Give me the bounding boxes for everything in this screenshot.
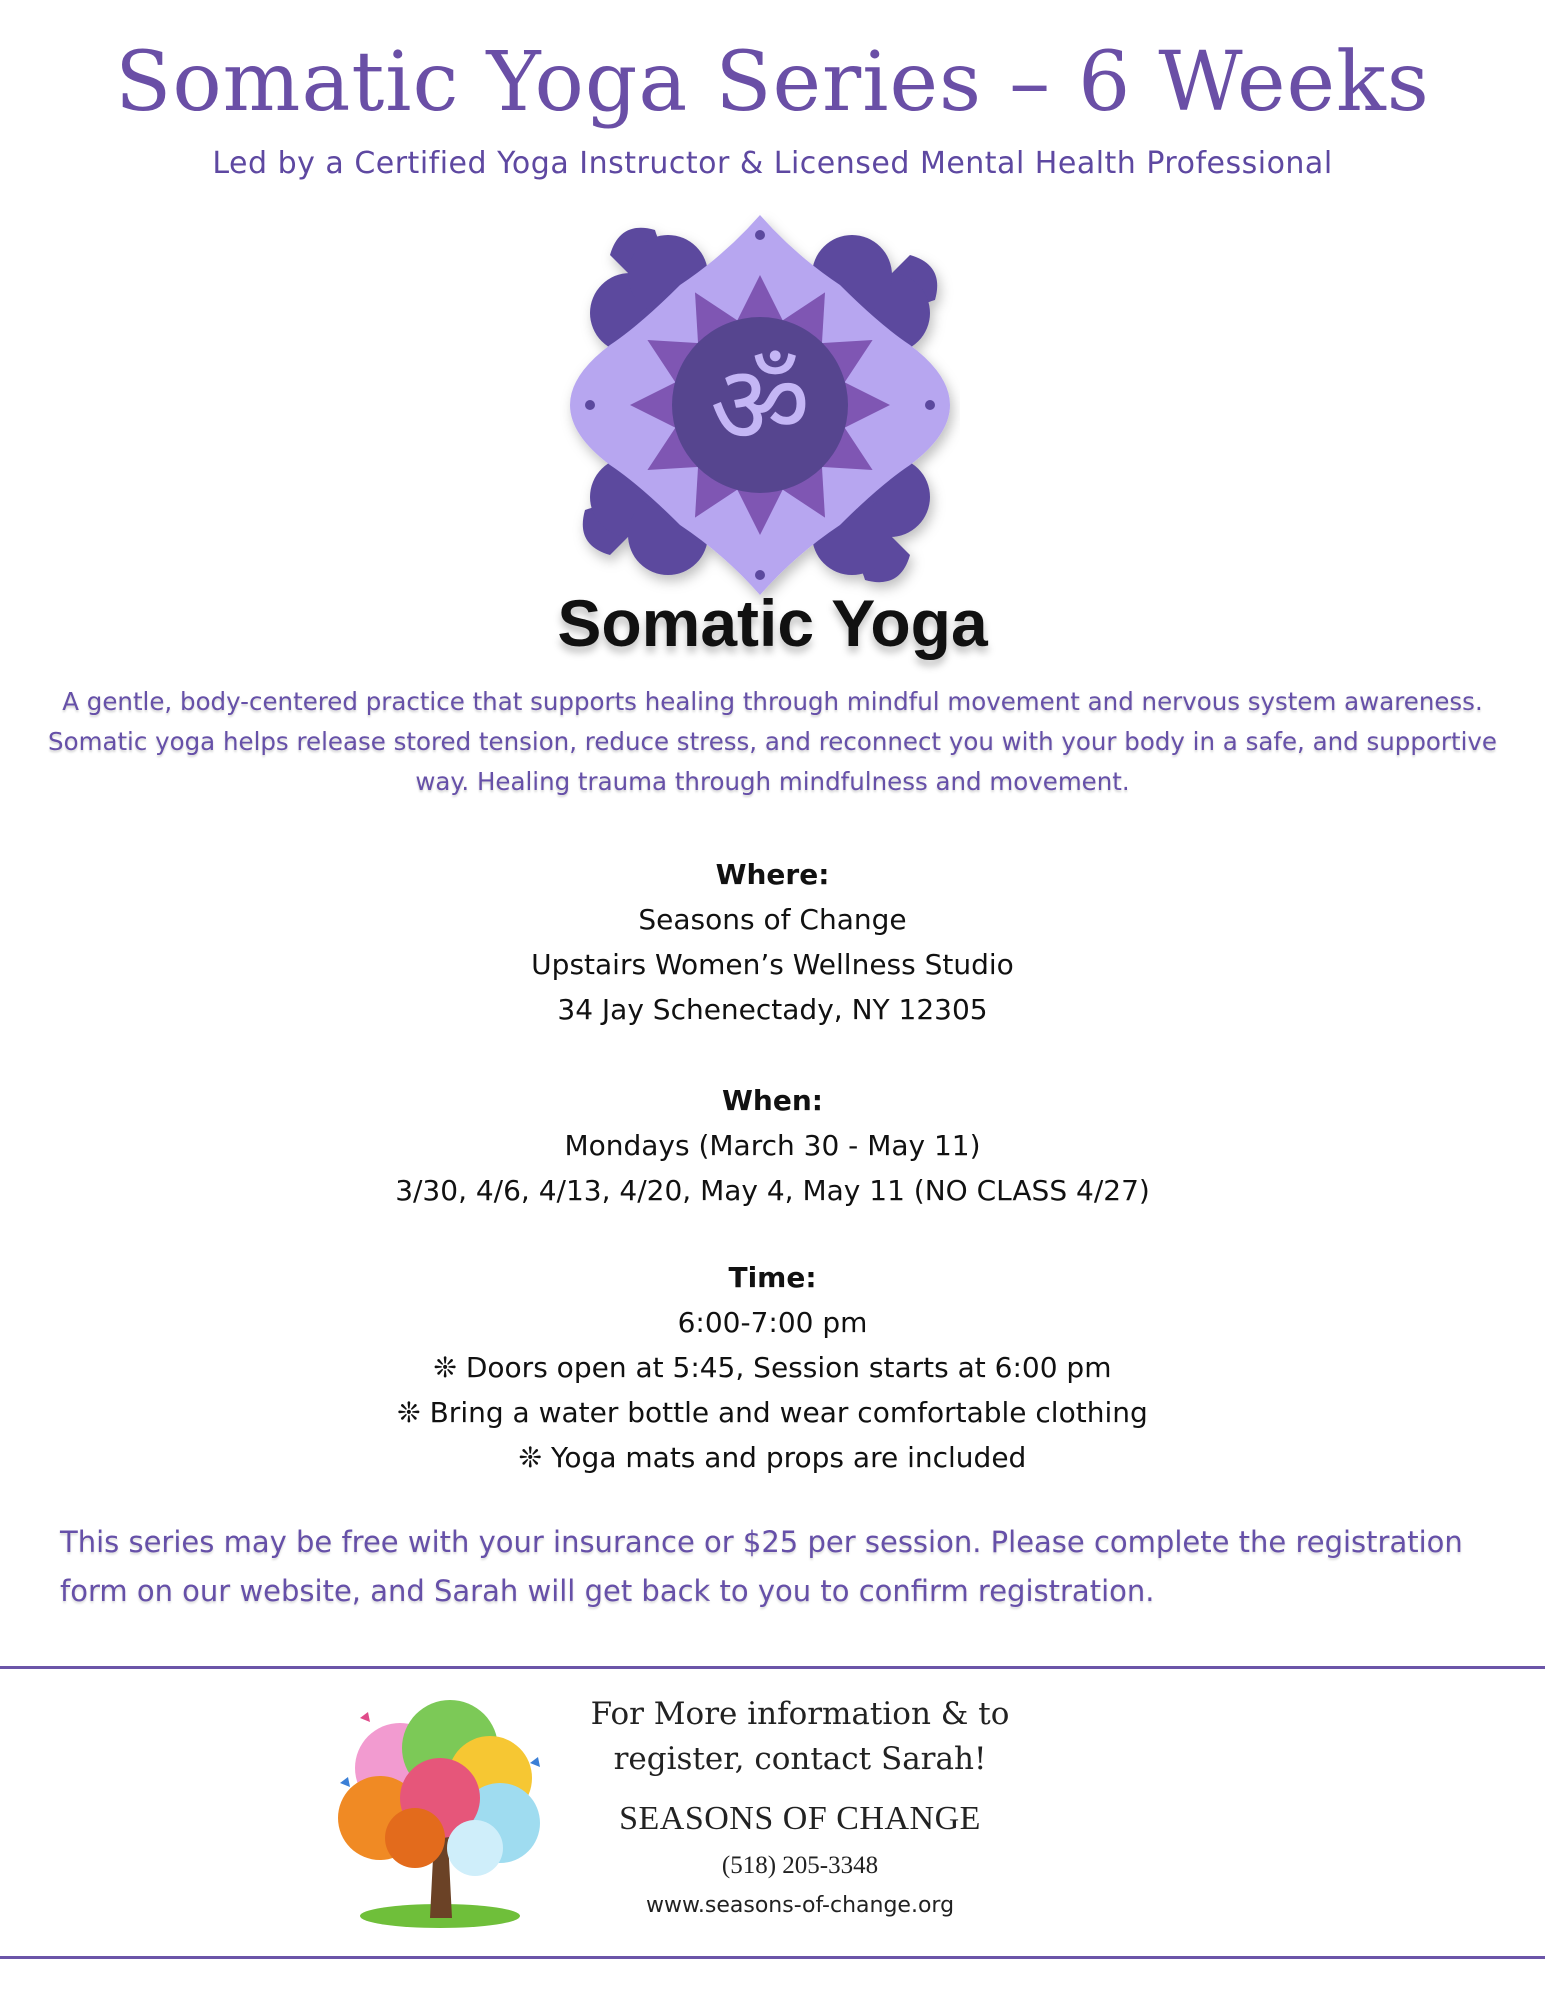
website-link[interactable]: www.seasons-of-change.org xyxy=(645,1893,955,1918)
where-section xyxy=(0,852,1545,1032)
time-heading: Time: xyxy=(728,1261,817,1294)
pricing-note xyxy=(60,1518,1500,1616)
where-line: Seasons of Change xyxy=(638,903,907,936)
when-line: Mondays (March 30 - May 11) xyxy=(564,1129,981,1162)
om-lotus-icon xyxy=(560,205,960,605)
where-line: 34 Jay Schenectady, NY 12305 xyxy=(557,993,988,1026)
contact-lead-line: For More information & to xyxy=(590,1696,1010,1732)
when-line: 3/30, 4/6, 4/13, 4/20, May 4, May 11 (NO CLASS 4/27) xyxy=(395,1174,1150,1207)
seasons-tree-icon xyxy=(320,1688,560,1933)
pricing-line: This series may be free with your insurance or $25 per session. Please complete the registration xyxy=(60,1525,1463,1559)
phone-number[interactable]: (518) 205-3348 xyxy=(721,1852,879,1879)
description xyxy=(30,682,1515,802)
pricing-line: form on our website, and Sarah will get back to you to confirm registration. xyxy=(60,1574,1155,1608)
org-name: SEASONS OF CHANGE xyxy=(619,1800,981,1837)
divider xyxy=(0,1956,1545,1959)
divider xyxy=(0,1666,1545,1669)
time-line: ❊ Bring a water bottle and wear comfortable clothing xyxy=(397,1396,1148,1429)
logo-title: Somatic Yoga xyxy=(557,586,988,660)
page-title: Somatic Yoga Series – 6 Weeks xyxy=(115,35,1430,130)
description-line: way. Healing trauma through mindfulness and movement. xyxy=(415,767,1130,796)
where-heading: Where: xyxy=(715,858,830,891)
svg-text:ॐ: ॐ xyxy=(709,341,811,469)
description-line: A gentle, body-centered practice that supports healing through mindful movement and nervous system awareness. xyxy=(62,687,1483,716)
page-subtitle: Led by a Certified Yoga Instructor & Licensed Mental Health Professional xyxy=(212,146,1333,181)
where-line: Upstairs Women’s Wellness Studio xyxy=(531,948,1014,981)
time-line: ❊ Yoga mats and props are included xyxy=(518,1441,1027,1474)
time-line: 6:00-7:00 pm xyxy=(677,1306,868,1339)
when-section xyxy=(0,1078,1545,1213)
contact-lead xyxy=(560,1692,1040,1782)
time-line: ❊ Doors open at 5:45, Session starts at 6:00 pm xyxy=(433,1351,1112,1384)
when-heading: When: xyxy=(722,1084,823,1117)
contact-lead-line: register, contact Sarah! xyxy=(613,1741,987,1777)
description-line: Somatic yoga helps release stored tension, reduce stress, and reconnect you with your body in a safe, and supportive xyxy=(48,727,1497,756)
time-section xyxy=(0,1255,1545,1480)
